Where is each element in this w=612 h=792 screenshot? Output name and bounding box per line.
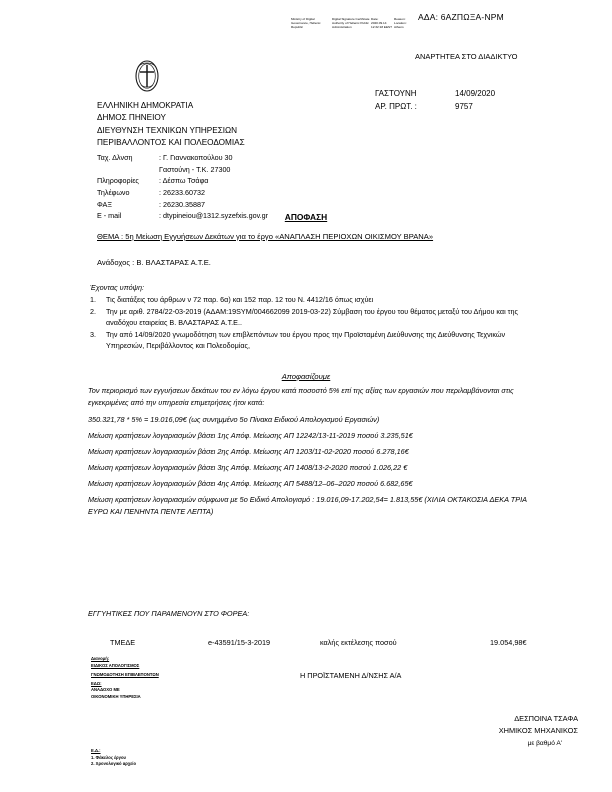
- address-row-2: [97, 164, 268, 176]
- internal-distribution-item: 1. Φάκελος έργου: [91, 754, 126, 760]
- org-line-2: ΔΗΜΟΣ ΠΗΝΕΙΟΥ: [97, 113, 166, 123]
- email-value: : dtypineiou@1312.syzefxis.gov.gr: [159, 211, 269, 221]
- decision-heading: Αποφασίζουμε: [281, 372, 331, 381]
- phone-row: [97, 187, 268, 199]
- protocol-label: ΑΡ. ΠΡΩΤ. :: [375, 101, 417, 111]
- list-item: [90, 330, 530, 352]
- signatory-block: [0, 713, 578, 737]
- stamp-certificate-col: Digital Signature Certificate Authority of Hellenic Public Administration: [332, 17, 370, 29]
- decision-body: [88, 385, 528, 522]
- place-row: [375, 88, 496, 101]
- distribution-block: [91, 656, 159, 703]
- protocol-row: [375, 101, 473, 114]
- protocol-value: 9757: [455, 101, 473, 111]
- distribution-group-3: [91, 681, 159, 701]
- guarantee-amount: 19.054,98€: [490, 638, 527, 647]
- right-header-block: [375, 88, 496, 114]
- address-value: : Γ. Γιαννακοπούλου 30: [159, 153, 233, 162]
- fax-value: : 26230.35887: [159, 199, 205, 209]
- distribution-item: ΓΝΩΜΟΔΟΤΗΣΗ ΕΠΙΒΛΕΠΟΝΤΩΝ: [91, 671, 159, 677]
- decision-paragraph: Μείωση κρατήσεων λογαριασμών σύμφωνα με 5ο Ειδικό Απολογισμό : 19.016,09-17.202,54= 1.813,55€ (ΧΙΛΙΑ ΟΚΤΑΚΟΣΙΑ ΔΕΚΑ ΤΡΙΑ ΕΥΡΩ ΚΑΙ ΠΕΝΗΝΤΑ ΠΕΝΤΕ ΛΕΠΤΑ): [88, 494, 527, 516]
- stamp-date-col: Date: 2020.09.14 12:32:18 EEST: [371, 17, 392, 29]
- decision-paragraph: Μείωση κρατήσεων λογαριασμών βάσει 3ης Απόφ. Μείωσης ΑΠ 1408/13-2-2020 ποσού 1.026,22 €: [88, 463, 408, 473]
- decision-paragraph: Μείωση κρατήσεων λογαριασμών βάσει 1ης Απόφ. Μείωσης ΑΠ 12242/13-11-2019 ποσού 3.235,51€: [88, 431, 413, 441]
- hellenic-republic-emblem-icon: [132, 57, 162, 95]
- having-regard-intro: Έχοντας υπόψη:: [90, 283, 145, 292]
- stamp-reason-col: Reason: Location: Athens: [394, 17, 407, 29]
- internal-distribution-label: Ε.Δ.:: [91, 748, 101, 753]
- email-label: E - mail: [97, 211, 122, 221]
- item-text: Τις διατάξεις του άρθρων ν 72 παρ. 6α) και 152 παρ. 12 του Ν. 4412/16 όπως ισχύει: [106, 295, 374, 304]
- date-value: 14/09/2020: [455, 89, 496, 98]
- address-label: Ταχ. Δλνση: [97, 153, 133, 162]
- item-text: Την με αριθ. 2784/22-03-2019 (ΑΔΑΜ:19SYM/004662099 2019-03-22) Σύμβαση του έργου του θέματος μεταξύ του Δήμου και της αναδόχου εταιρείας Β. ΒΛΑΣΤΑΡΑΣ Α.Τ.Ε..: [106, 306, 518, 327]
- stamp-authority-col: Ministry of Digital Governance, Hellenic Republic: [291, 17, 321, 29]
- signatory-role: ΧΗΜΙΚΟΣ ΜΗΧΑΝΙΚΟΣ: [498, 725, 578, 735]
- decision-paragraph: Μείωση κρατήσεων λογαριασμών βάσει 2ης Απόφ. Μείωσης ΑΠ 1203/11-02-2020 ποσού 6.278,16€: [88, 447, 409, 457]
- address-value-2: Γαστούνη - Τ.Κ. 27300: [159, 164, 231, 174]
- place-label: ΓΑΣΤΟΥΝΗ: [375, 89, 417, 98]
- list-item: [90, 295, 530, 306]
- item-number: 2.: [90, 306, 96, 316]
- decision-paragraph: 350.321,78 * 5% = 19.016,09€ (ως συνημμένο 5ο Πίνακα Ειδικού Απολογισμού Εργασιών): [88, 414, 380, 424]
- distribution-item: ΕΙΔΙΚΟΣ ΑΠΟΛΟΓΙΣΜΟΣ: [91, 662, 140, 668]
- distribution-group-2: [91, 672, 159, 679]
- internal-distribution-block: [91, 748, 136, 768]
- org-line-4: ΠΕΡΙΒΑΛΛΟΝΤΟΣ ΚΑΙ ΠΟΛΕΟΔΟΜΙΑΣ: [97, 138, 245, 148]
- internal-distribution-item: 2. Χρονολογικό αρχείο: [91, 761, 137, 767]
- ada-number: ΑΔΑ: 6ΑΖΠΩΞΑ-ΝΡΜ: [418, 12, 504, 22]
- guarantee-number: e-43591/15-3-2019: [208, 638, 271, 647]
- guarantee-bank: ΤΜΕΔΕ: [110, 638, 136, 647]
- signatory-title: Η ΠΡΟΪΣΤΑΜΕΝΗ Δ/ΝΣΗΣ Α/Α: [300, 671, 402, 680]
- digital-signature-stamp: [291, 18, 416, 52]
- info-label: Πληροφορίες: [97, 176, 139, 186]
- org-line-3: ΔΙΕΥΘΥΝΣΗ ΤΕΧΝΙΚΩΝ ΥΠΗΡΕΣΙΩΝ: [97, 125, 238, 135]
- distribution-subitem: ΑΝΑΔΟΧΟ ΜΕ: [91, 687, 120, 692]
- having-regard-list: [90, 295, 530, 353]
- phone-label: Τηλέφωνο: [97, 187, 130, 197]
- organization-block: [97, 100, 245, 150]
- list-item: [90, 307, 530, 329]
- item-number: 1.: [90, 295, 96, 304]
- guarantee-purpose: καλής εκτέλεσης ποσού: [320, 638, 397, 647]
- distribution-label: Διανομή:: [91, 656, 110, 661]
- distribution-item: ΕΔΩ:: [91, 680, 102, 686]
- info-value: : Δέσπω Τσάφα: [159, 176, 209, 186]
- remaining-guarantees-title: ΕΓΓΥΗΤΙΚΕΣ ΠΟΥ ΠΑΡΑΜΕΝΟΥΝ ΣΤΟ ΦΟΡΕΑ:: [88, 609, 250, 618]
- info-row: [97, 175, 268, 187]
- publication-notice: ΑΝΑΡΤΗΤΕΑ ΣΤΟ ΔΙΑΔΙΚΤΥΟ: [415, 52, 518, 61]
- item-text: Την από 14/09/2020 γνωμοδότηση των επιβλεπόντων του έργου προς την Προϊσταμένη Διεύθυνσης της Διεύθυνσης Τεχνικών Υπηρεσιών, Περιβάλλοντος και Πολεοδομίας,: [106, 329, 506, 350]
- contractor-line: Ανάδοχος : Β. ΒΛΑΣΤΑΡΑΣ Α.Τ.Ε.: [97, 258, 211, 267]
- fax-label: ΦΑΞ: [97, 199, 112, 209]
- document-title: ΑΠΟΦΑΣΗ: [284, 212, 328, 222]
- signatory-grade: με βαθμό Α': [527, 740, 562, 747]
- distribution-subitem: ΟΙΚΟΝΟΜΙΚΗ ΥΠΗΡΕΣΙΑ: [91, 693, 141, 699]
- phone-value: : 26233.60732: [159, 187, 205, 197]
- address-row: [97, 152, 268, 164]
- decision-paragraph: Μείωση κρατήσεων λογαριασμών βάσει 4ης Απόφ. Μείωσης ΑΠ 5488/12–06–2020 ποσού 6.682,65€: [88, 478, 413, 488]
- decision-paragraph: Τον περιορισμό των εγγυήσεων δεκάτων του εν λόγω έργου κατά ποσοστό 5% επί της αξίας των εργασιών που περιλαμβάνονται στις εγκεκριμένες από την υπηρεσία επιμετρήσεις ήτοι κατά:: [88, 386, 514, 407]
- fax-row: [97, 199, 268, 211]
- signatory-name: ΔΕΣΠΟΙΝΑ ΤΣΑΦΑ: [514, 714, 578, 723]
- org-line-1: ΕΛΛΗΝΙΚΗ ΔΗΜΟΚΡΑΤΙΑ: [97, 101, 194, 110]
- distribution-group-1: [91, 663, 159, 670]
- item-number: 3.: [90, 329, 96, 339]
- subject-line: ΘΕΜΑ : 5η Μείωση Εγγυήσεων Δεκάτων για το έργο «ΑΝΑΠΛΑΣΗ ΠΕΡΙΟΧΩΝ ΟΙΚΙΣΜΟΥ ΒΡΑΝΑ»: [97, 232, 434, 241]
